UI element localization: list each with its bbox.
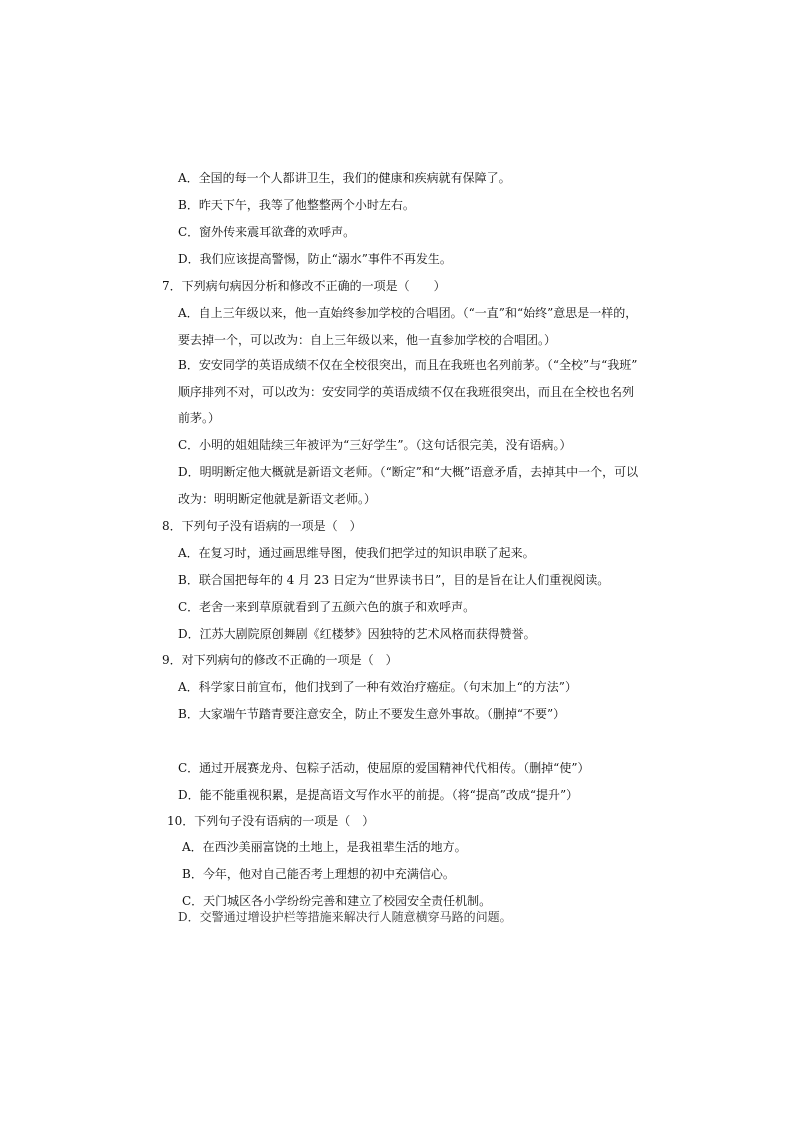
q8-option-d: D．江苏大剧院原创舞剧《红楼梦》因独特的艺术风格而获得赞誉。 <box>178 627 536 641</box>
q7-stem: 7．下列病句病因分析和修改不正确的一项是（ ） <box>162 279 446 293</box>
q9-option-b: B．大家端午节踏青要注意安全，防止不要发生意外事故。（删掉“不要”） <box>178 707 566 721</box>
q9-stem: 9．对下列病句的修改不正确的一项是（ ） <box>162 653 398 667</box>
q7-option-a-line1: A．自上三年级以来，他一直始终参加学校的合唱团。（“一直”和“始终”意思是一样的， <box>178 306 638 320</box>
q7-option-b-line1: B．安安同学的英语成绩不仅在全校很突出，而且在我班也名列前茅。（“全校”与“我班” <box>178 358 638 372</box>
q6-option-d: D．我们应该提高警惕，防止“溺水”事件不再发生。 <box>178 252 452 266</box>
q7-option-b-line2: 顺序排列不对，可以改为：安安同学的英语成绩不仅在我班很突出，而且在全校也名列 <box>178 385 635 399</box>
q6-option-b: B．昨天下午，我等了他整整两个小时左右。 <box>178 198 415 212</box>
q10-option-c: C．天门城区各小学纷纷完善和建立了校园安全责任机制。 <box>182 894 492 908</box>
q8-option-a: A．在复习时，通过画思维导图，使我们把学过的知识串联了起来。 <box>178 546 535 560</box>
q9-option-d: D．能不能重视积累，是提高语文写作水平的前提。（将“提高”改成“提升”） <box>178 788 579 802</box>
q9-option-a: A．科学家日前宣布，他们找到了一种有效治疗癌症。（句末加上“的方法”） <box>178 680 577 694</box>
q10-option-b: B．今年，他对自己能否考上理想的初中充满信心。 <box>182 867 455 881</box>
q7-option-a-line2: 要去掉一个，可以改为：自上三年级以来，他一直参加学校的合唱团。） <box>178 333 557 347</box>
q8-option-c: C．老舍一来到草原就看到了五颜六色的旗子和欢呼声。 <box>178 600 476 614</box>
q10-option-a: A．在西沙美丽富饶的土地上，是我祖辈生活的地方。 <box>182 840 467 854</box>
q6-option-a: A．全国的每一个人都讲卫生，我们的健康和疾病就有保障了。 <box>178 171 511 185</box>
q8-option-b: B．联合国把每年的 4 月 23 日定为“世界读书日”，目的是旨在让人们重视阅读。 <box>178 573 610 587</box>
q10-stem: 10．下列句子没有语病的一项是（ ） <box>167 814 375 828</box>
q7-option-c: C．小明的姐姐陆续三年被评为“三好学生”。（这句话很完美，没有语病。） <box>178 438 572 452</box>
q7-option-b-line3: 前茅。） <box>178 411 221 425</box>
q7-option-d-line2: 改为：明明断定他就是新语文老师。） <box>178 492 377 506</box>
q8-stem: 8．下列句子没有语病的一项是（ ） <box>162 519 362 533</box>
q7-option-d-line1: D．明明断定他大概就是新语文老师。（“断定”和“大概”语意矛盾，去掉其中一个，可以 <box>178 465 639 479</box>
q10-option-d: D．交警通过增设护栏等措施来解决行人随意横穿马路的问题。 <box>178 910 512 924</box>
q10-option-d-clipped <box>178 910 538 925</box>
q9-option-c: C．通过开展赛龙舟、包粽子活动，使屈原的爱国精神代代相传。（删掉“使”） <box>178 761 590 775</box>
q6-option-c: C．窗外传来震耳欲聋的欢呼声。 <box>178 225 356 239</box>
